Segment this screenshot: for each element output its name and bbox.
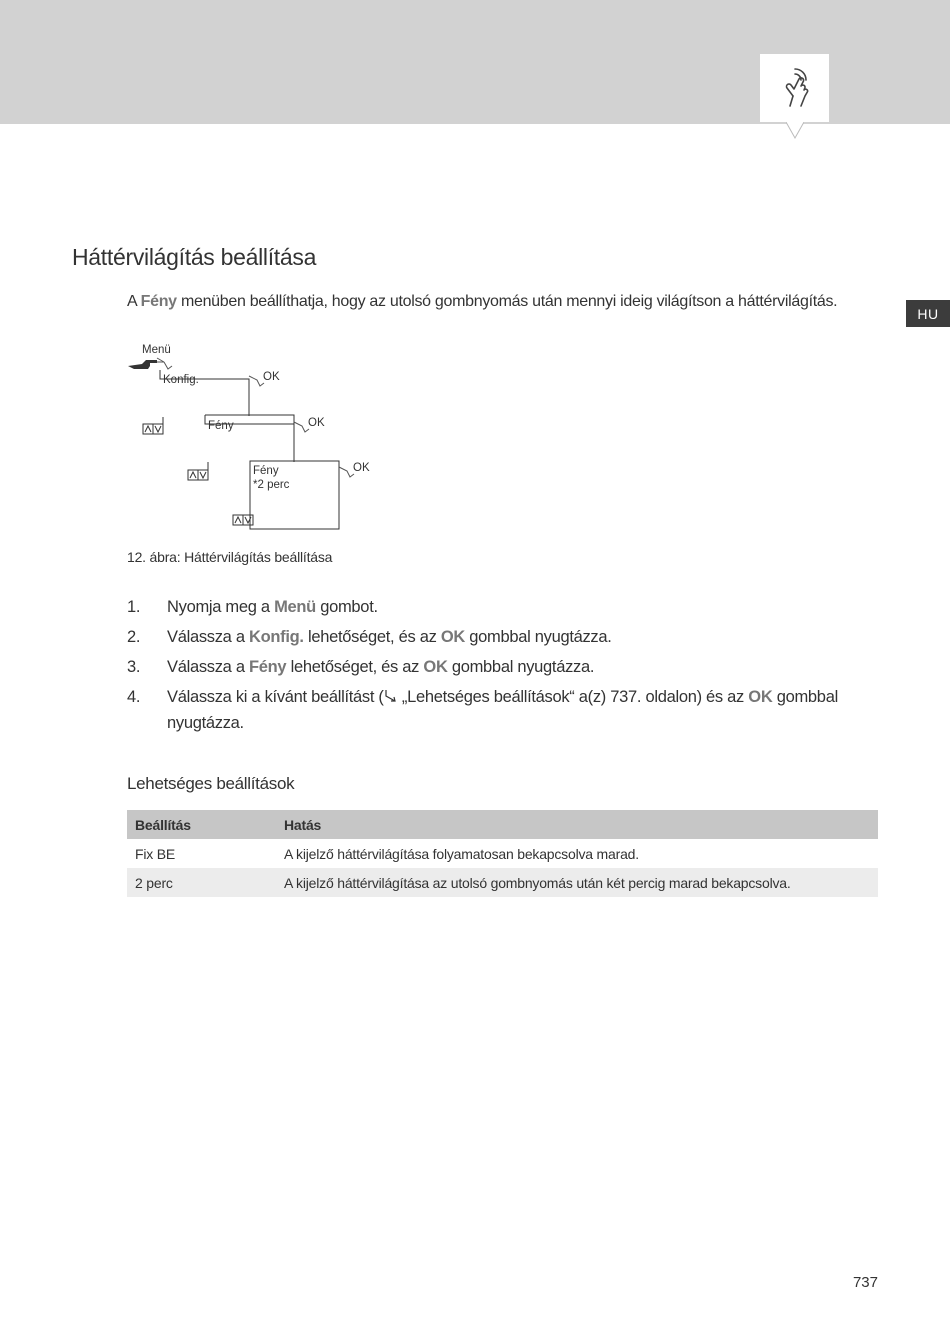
table-row [127,839,878,868]
ui-term: OK [748,688,773,706]
box-3-line-1: Fény [253,465,279,477]
ui-term: Konfig. [249,628,304,646]
table-row [127,868,878,897]
reference-arrow-icon [384,689,398,703]
intro-paragraph: A Fény menüben beállíthatja, hogy az utolsó gombnyomás után mennyi ideig világítson a háttérvilágítás. [127,293,838,310]
box-3-line-2: *2 perc [253,479,290,491]
language-tab: HU [906,300,950,327]
table-header-row [127,810,878,839]
box-1-line-1: Konfig. [163,374,199,386]
ok-arrow-icon [294,422,309,432]
ui-term: OK [440,628,465,646]
nav-arrows-icon [143,424,163,434]
box-2-line-1: Fény [208,420,234,432]
ui-term: OK [423,658,448,676]
step-item: 2. Válassza a Konfig. lehetőséget, és az OK gombbal nyugtázza. [127,628,612,646]
menu-diagram [124,338,384,538]
box-3-ok: OK [353,462,370,474]
table-cell: A kijelző háttérvilágítása folyamatosan bekapcsolva marad. [284,845,639,862]
step-item: 1. Nyomja meg a Menü gombot. [127,598,378,616]
figure-caption: 12. ábra: Háttérvilágítás beállítása [127,549,333,565]
ui-term: Fény [140,293,177,310]
nav-arrows-icon [188,470,208,480]
table-cell: Fix BE [135,845,176,862]
table-cell: A kijelző háttérvilágítása az utolsó gombnyomás után két percig marad bekapcsolva. [276,868,878,897]
ok-arrow-icon [339,467,354,477]
ui-term: Fény [249,658,287,676]
step-item: 4. Válassza ki a kívánt beállítást ( „Lehetséges beállítások“ a(z) 737. oldalon) és az OK gombbal nyugtázza. [127,688,838,732]
pointing-hand-icon [128,360,157,369]
step-item: 3. Válassza a Fény lehetőséget, és az OK gombbal nyugtázza. [127,658,595,676]
box-2-ok: OK [308,417,325,429]
ok-arrow-icon [249,376,264,386]
box-1-ok: OK [263,371,280,383]
page-title: Háttérvilágítás beállítása [72,244,317,270]
touch-hand-icon [773,66,817,110]
steps-list [127,594,887,740]
menu-label: Menü [142,344,171,356]
settings-table [127,810,878,897]
touch-tab [760,54,829,122]
column-header: Beállítás [127,810,276,839]
table-cell: 2 perc [127,868,276,897]
settings-heading: Lehetséges beállítások [127,774,295,793]
ui-term: Menü [274,598,316,616]
tab-pointer [786,122,804,140]
column-header: Hatás [276,810,878,839]
page-number: 737 [852,1274,878,1291]
